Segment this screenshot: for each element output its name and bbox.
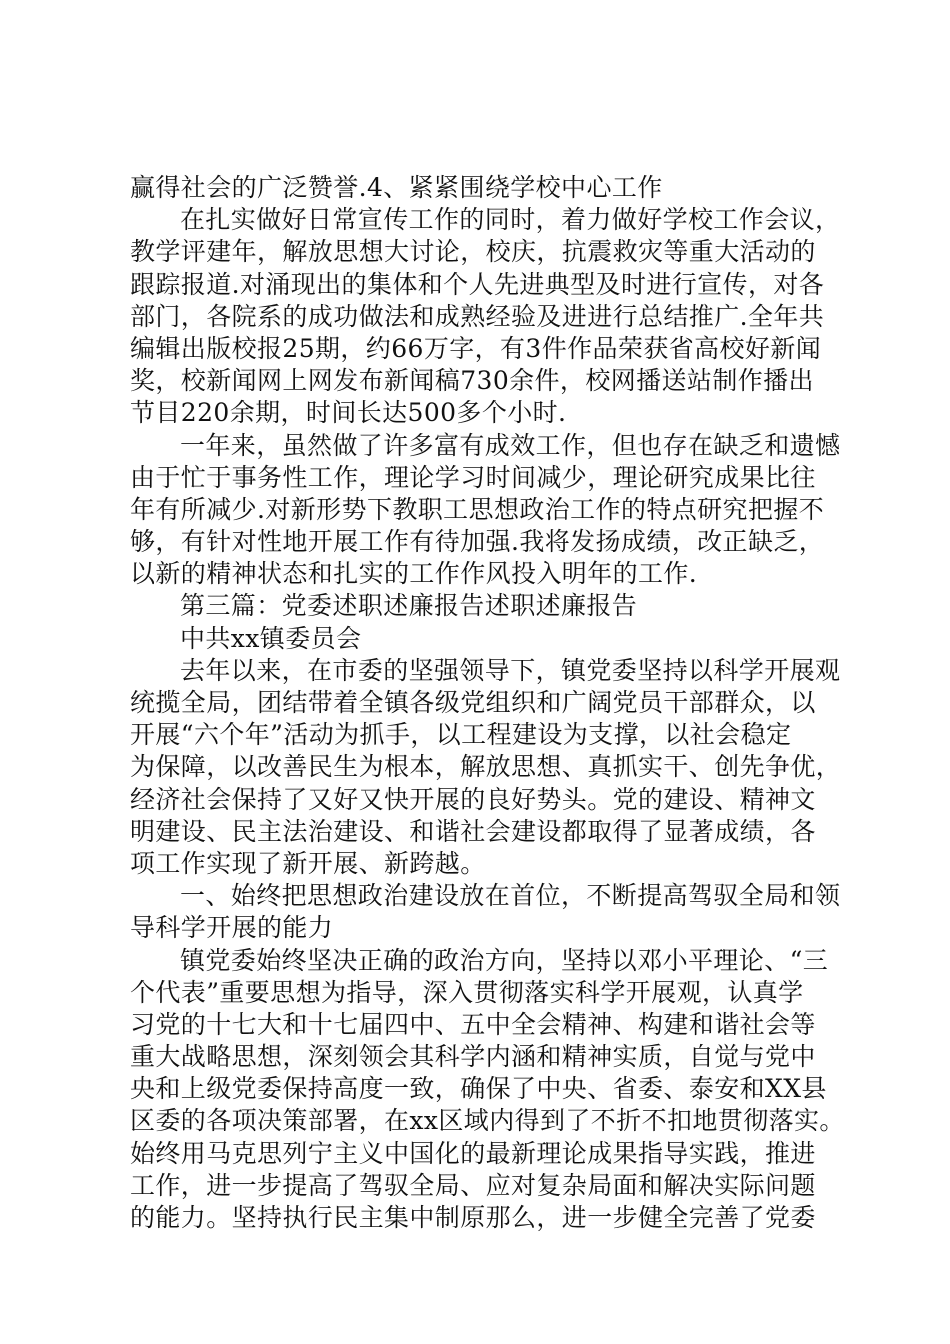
text-line: 个代表”重要思想为指导，深入贯彻落实科学开展观，认真学	[130, 977, 804, 1007]
text-line: 明建设、民主法治建设、和谐社会建设都取得了显著成绩，各	[130, 816, 816, 846]
text-line: 去年以来，在市委的坚强领导下，镇党委坚持以科学开展观	[180, 655, 841, 685]
text-line: 习党的十七大和十七届四中、五中全会精神、构建和谐社会等	[130, 1009, 816, 1039]
text-line: 教学评建年，解放思想大讨论，校庆，抗震救灾等重大活动的	[130, 237, 816, 267]
text-line: 一、始终把思想政治建设放在首位，不断提高驾驭全局和领	[180, 881, 841, 911]
text-line: 为保障，以改善民生为根本，解放思想、真抓实干、创先争优，	[130, 752, 842, 782]
text-line: 奖，校新闻网上网发布新闻稿730余件，校网播送站制作播出	[130, 366, 814, 396]
text-line: 以新的精神状态和扎实的工作作风投入明年的工作.	[130, 559, 698, 589]
text-line: 由于忙于事务性工作，理论学习时间减少，理论研究成果比往	[130, 462, 816, 492]
text-line: 跟踪报道.对涌现出的集体和个人先进典型及时进行宣传，对各	[130, 269, 825, 299]
text-line: 区委的各项决策部署，在xx区域内得到了不折不扣地贯彻落实。	[130, 1106, 845, 1136]
text-line: 项工作实现了新开展、新跨越。	[130, 848, 486, 878]
text-line: 第三篇：党委述职述廉报告述职述廉报告	[180, 591, 638, 621]
text-line: 央和上级党委保持高度一致，确保了中央、省委、泰安和XX县	[130, 1074, 827, 1104]
text-line: 一年来，虽然做了许多富有成效工作，但也存在缺乏和遗憾	[180, 430, 841, 460]
text-line: 部门，各院系的成功做法和成熟经验及进进行总结推广.全年共	[130, 301, 825, 331]
text-line: 开展“六个年”活动为抓手，以工程建设为支撑，以社会稳定	[130, 720, 792, 750]
text-line: 工作，进一步提高了驾驭全局、应对复杂局面和解决实际问题	[130, 1170, 816, 1200]
text-line: 统揽全局，团结带着全镇各级党组织和广阔党员干部群众，以	[130, 688, 816, 717]
text-line: 节目220余期，时间长达500多个小时.	[130, 398, 567, 428]
text-line: 重大战略思想，深刻领会其科学内涵和精神实质，自觉与党中	[130, 1042, 816, 1072]
text-line: 年有所减少.对新形势下教职工思想政治工作的特点研究把握不	[130, 494, 825, 524]
document-body	[130, 172, 850, 1234]
text-line: 始终用马克思列宁主义中国化的最新理论成果指导实践，推进	[130, 1138, 816, 1168]
text-line: 赢得社会的广泛赞誉.4、紧紧围绕学校中心工作	[130, 173, 663, 202]
text-line: 经济社会保持了又好又快开展的良好势头。党的建设、精神文	[130, 784, 816, 814]
text-line: 在扎实做好日常宣传工作的同时，着力做好学校工作会议，	[180, 205, 841, 235]
text-line: 导科学开展的能力	[130, 913, 334, 943]
text-line: 镇党委始终坚决正确的政治方向，坚持以邓小平理论、“三	[180, 945, 829, 975]
text-line: 够，有针对性地开展工作有待加强.我将发扬成绩，改正缺乏，	[130, 527, 825, 557]
text-line: 编辑出版校报25期，约66万字，有3件作品荣获省高校好新闻	[130, 333, 822, 363]
text-line: 中共xx镇委员会	[180, 623, 362, 653]
text-line: 的能力。坚持执行民主集中制原那么，进一步健全完善了党委	[130, 1203, 816, 1232]
